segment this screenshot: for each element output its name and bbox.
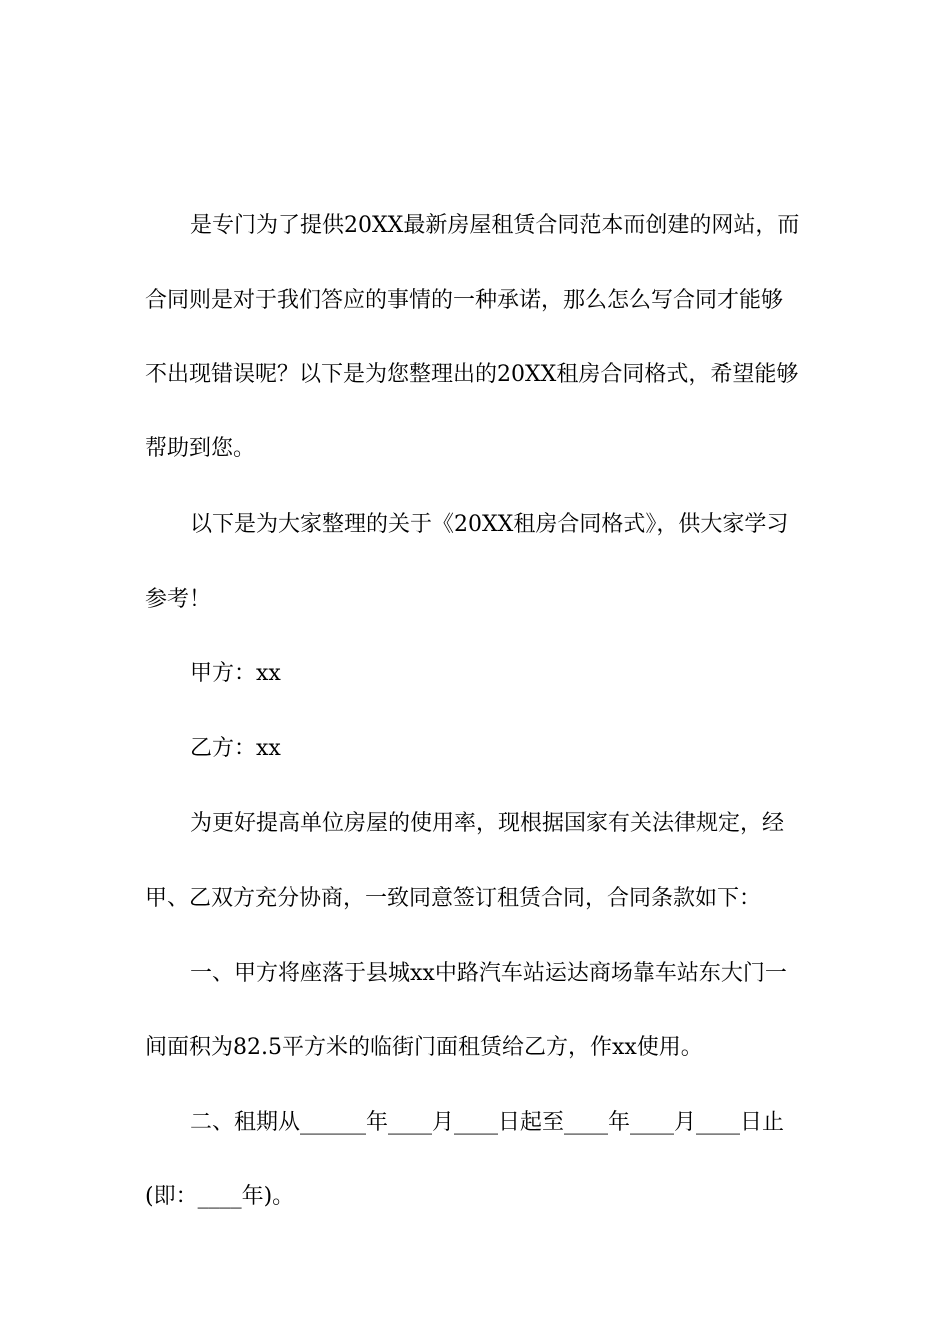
clause-two-line-2: (即：____年)。 (145, 1184, 295, 1209)
paragraph-intro-line-3: 不出现错误呢？以下是为您整理出的20XX租房合同格式，希望能够 (145, 362, 799, 387)
clause-two-line-1: 二、租期从______年____月____日起至____年____月____日止 (190, 1110, 785, 1135)
paragraph-reference-line-2: 参考！ (145, 587, 212, 612)
clause-one-line-1: 一、甲方将座落于县城xx中路汽车站运达商场靠车站东大门一 (190, 961, 787, 986)
paragraph-intro-line-1: 是专门为了提供20XX最新房屋租赁合同范本而创建的网站，而 (190, 213, 800, 238)
paragraph-purpose-line-2: 甲、乙双方充分协商，一致同意签订租赁合同，合同条款如下： (145, 886, 762, 911)
paragraph-intro-line-4: 帮助到您。 (145, 436, 256, 461)
party-b-line: 乙方：xx (190, 736, 281, 761)
paragraph-intro-line-2: 合同则是对于我们答应的事情的一种承诺，那么怎么写合同才能够 (145, 288, 784, 313)
paragraph-reference-line-1: 以下是为大家整理的关于《20XX租房合同格式》，供大家学习 (190, 512, 789, 537)
party-a-line: 甲方：xx (190, 661, 281, 686)
paragraph-purpose-line-1: 为更好提高单位房屋的使用率，现根据国家有关法律规定，经 (190, 811, 785, 836)
clause-one-line-2: 间面积为82.5平方米的临街门面租赁给乙方，作xx使用。 (145, 1035, 703, 1060)
